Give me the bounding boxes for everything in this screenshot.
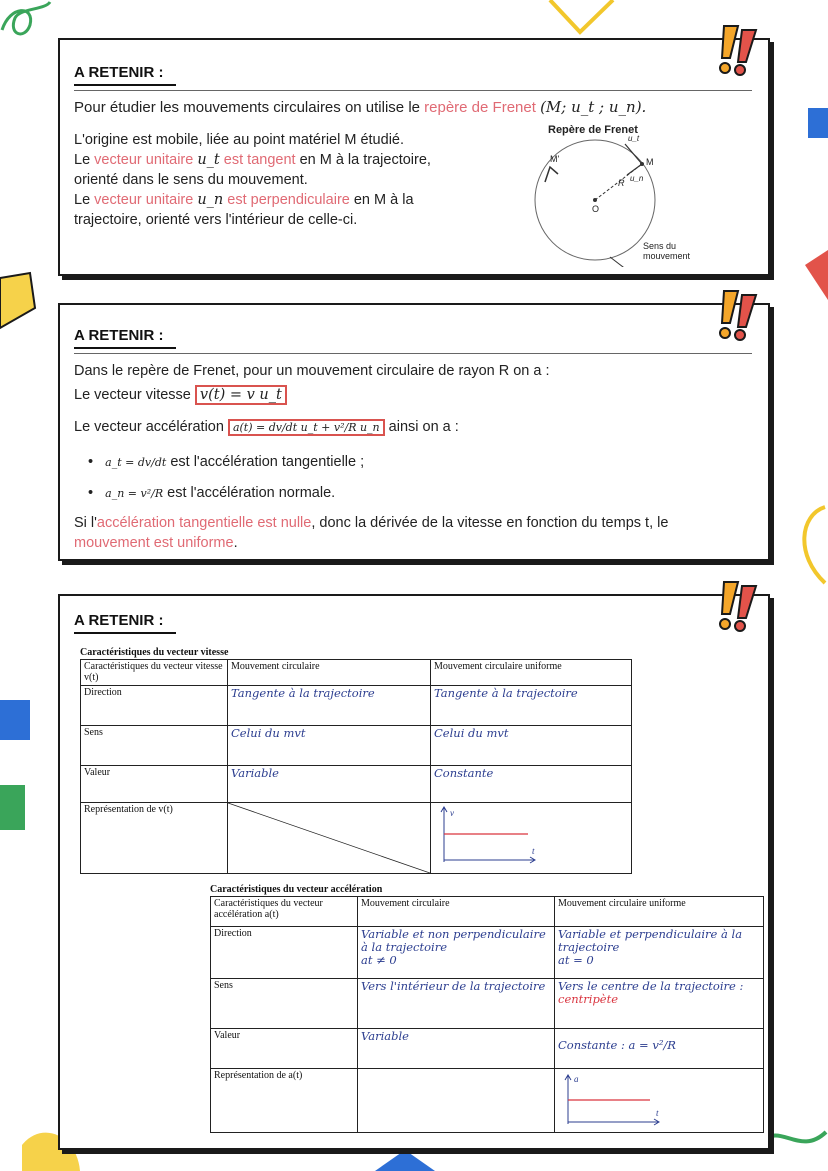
- label-r: R: [618, 178, 625, 188]
- table-header: Caractéristiques du vecteur vitesse v(t): [81, 660, 228, 686]
- vector-ut: [625, 144, 642, 164]
- handwritten-cell: Celui du mvt: [228, 726, 431, 766]
- vitesse-line: [74, 385, 287, 405]
- label-m: M: [646, 157, 654, 167]
- acceleration-after: ainsi on a :: [388, 419, 459, 435]
- table-header: Mouvement circulaire uniforme: [555, 897, 764, 927]
- exclamation-icon: [716, 580, 762, 632]
- handwritten-text: Vers le centre de la trajectoire :: [558, 979, 744, 993]
- label-mouvement: mouvement: [643, 251, 691, 261]
- graph-y-label: v: [450, 808, 454, 818]
- concl-highlight: accélération tangentielle est nulle: [96, 515, 312, 531]
- row-label: Sens: [81, 726, 228, 766]
- diagonal-line: [228, 803, 430, 873]
- handwritten-cell: Variable: [228, 766, 431, 803]
- intro-text: Pour étudier les mouvements circulaires on utilise le: [74, 99, 425, 116]
- desc-highlight: est tangent: [219, 152, 296, 168]
- card-tableaux: [58, 594, 770, 1150]
- table-acceleration-caption: Caractéristiques du vecteur accélération: [210, 884, 383, 895]
- graph-v-constant: [434, 804, 544, 866]
- acceleration-formula: a(t) = dv/dt u_t + v²/R u_n: [228, 419, 385, 436]
- graph-cell: [431, 803, 632, 874]
- row-label: Direction: [81, 686, 228, 726]
- row-label: Sens: [211, 979, 358, 1029]
- intro-line: [74, 97, 646, 118]
- table-vitesse: [80, 659, 632, 874]
- bullet-text: est l'accélération tangentielle ;: [170, 454, 365, 470]
- desc-highlight: est perpendiculaire: [223, 192, 350, 208]
- diagram-title: Repère de Frenet: [548, 124, 638, 136]
- graph-x-label: t: [656, 1108, 659, 1118]
- desc-math: u_t: [197, 152, 220, 168]
- concl-text: , donc la dérivée de la vitesse en fonction du temps t, le: [311, 515, 669, 531]
- handwritten-text: Variable et perpendiculaire à la trajectoire: [558, 927, 743, 954]
- table-header: Mouvement circulaire: [358, 897, 555, 927]
- desc-line-3: orienté dans le sens du mouvement.: [74, 172, 308, 188]
- table-header: Caractéristiques du vecteur accélération a(t): [211, 897, 358, 927]
- label-mp: M': [550, 154, 560, 164]
- card-title: A RETENIR :: [74, 64, 164, 81]
- row-label: Représentation de a(t): [211, 1069, 358, 1133]
- concl-highlight: mouvement est uniforme: [74, 535, 234, 551]
- frenet-diagram: [510, 122, 710, 267]
- desc-line-4: [74, 190, 514, 210]
- empty-cell: [358, 1069, 555, 1133]
- row-label: Valeur: [81, 766, 228, 803]
- label-o: O: [592, 204, 600, 214]
- desc-highlight: vecteur unitaire: [94, 152, 194, 168]
- handwritten-text: Variable et non perpendiculaire à la trajectoire: [361, 927, 546, 954]
- handwritten-cell: Tangente à la trajectoire: [431, 686, 632, 726]
- card-title: A RETENIR :: [74, 327, 164, 344]
- row-label: Représentation de v(t): [81, 803, 228, 874]
- desc-line-5: trajectoire, orienté vers l'intérieur de celle-ci.: [74, 212, 358, 228]
- graph-x-label: t: [532, 846, 535, 856]
- frenet-circle-svg: [510, 122, 710, 267]
- decoration-right-red: [800, 250, 828, 300]
- handwritten-cell: Constante : a = v²/R: [555, 1029, 764, 1069]
- exclamation-icon: [716, 24, 762, 76]
- desc-line-2: [74, 150, 514, 170]
- decoration-right-yellow: [795, 505, 828, 585]
- acceleration-label: Le vecteur accélération: [74, 419, 224, 435]
- decoration-top-left: [0, 0, 60, 50]
- point-mp-arrows: [545, 167, 558, 182]
- bullet-text: est l'accélération normale.: [167, 485, 336, 501]
- bullet-dot: •: [88, 454, 102, 470]
- conclusion: [74, 513, 754, 553]
- decoration-left-blue: [0, 700, 30, 740]
- decoration-right-blue: [808, 108, 828, 138]
- table-header: Mouvement circulaire: [228, 660, 431, 686]
- handwritten-red: centripète: [558, 992, 619, 1006]
- card-frenet: [58, 38, 770, 276]
- desc-math: u_n: [197, 192, 224, 208]
- row-label: Valeur: [211, 1029, 358, 1069]
- handwritten-cell: Constante: [431, 766, 632, 803]
- divider: [74, 90, 752, 91]
- center-point: [593, 198, 597, 202]
- exclamation-icon: [716, 289, 762, 341]
- divider: [74, 353, 752, 354]
- desc-line-1: L'origine est mobile, liée au point matériel M étudié.: [74, 132, 405, 148]
- handwritten-cell: [358, 927, 555, 979]
- concl-text: .: [233, 535, 238, 551]
- decoration-bottom-green: [760, 1122, 828, 1162]
- desc-text: en M à la trajectoire,: [295, 152, 431, 168]
- card-title: A RETENIR :: [74, 612, 164, 629]
- vitesse-formula: v(t) = v u_t: [195, 385, 287, 405]
- intro-line: Dans le repère de Frenet, pour un mouvement circulaire de rayon R on a :: [74, 363, 550, 379]
- handwritten-cell: [555, 979, 764, 1029]
- table-acceleration: [210, 896, 764, 1133]
- bullet-formula: a_n = v²/R: [105, 487, 164, 500]
- bullet-tangential: [88, 452, 364, 473]
- decoration-left-green: [0, 785, 25, 830]
- handwritten-cell: Vers l'intérieur de la trajectoire: [358, 979, 555, 1029]
- desc-highlight: vecteur unitaire: [94, 192, 194, 208]
- row-label: Direction: [211, 927, 358, 979]
- label-un: u_n: [630, 174, 644, 183]
- vitesse-label: Le vecteur vitesse: [74, 387, 191, 403]
- bullet-formula: a_t = dv/dt: [105, 456, 167, 469]
- handwritten-cell: Variable: [358, 1029, 555, 1069]
- desc-text: en M à la: [349, 192, 414, 208]
- concl-text: Si l': [74, 515, 97, 531]
- desc-text: Le: [74, 192, 95, 208]
- label-sens: Sens du: [643, 241, 677, 251]
- decoration-left-yellow: [0, 268, 40, 338]
- card-vitesse-acceleration: [58, 303, 770, 561]
- graph-cell: [555, 1069, 764, 1133]
- crossed-cell: [228, 803, 431, 874]
- graph-a-constant: [558, 1070, 668, 1128]
- frenet-description: [74, 130, 514, 230]
- direction-arrow: [610, 257, 640, 267]
- decoration-bottom-blue: [375, 1150, 435, 1171]
- handwritten-cell: Tangente à la trajectoire: [228, 686, 431, 726]
- decoration-top-heart: [545, 0, 620, 40]
- acceleration-line: [74, 417, 459, 438]
- handwritten-text: at ≠ 0: [361, 953, 397, 967]
- intro-math: (M; u_t ; u_n).: [540, 98, 647, 116]
- handwritten-text: at = 0: [558, 953, 594, 967]
- table-vitesse-caption: Caractéristiques du vecteur vitesse: [80, 647, 229, 658]
- intro-highlight: repère de Frenet: [424, 99, 536, 116]
- desc-text: Le: [74, 152, 95, 168]
- graph-y-label: a: [574, 1074, 579, 1084]
- handwritten-cell: Celui du mvt: [431, 726, 632, 766]
- handwritten-cell: [555, 927, 764, 979]
- bullet-dot: •: [88, 485, 102, 501]
- table-header: Mouvement circulaire uniforme: [431, 660, 632, 686]
- bullet-normal: [88, 483, 335, 504]
- label-ut: u_t: [628, 134, 640, 143]
